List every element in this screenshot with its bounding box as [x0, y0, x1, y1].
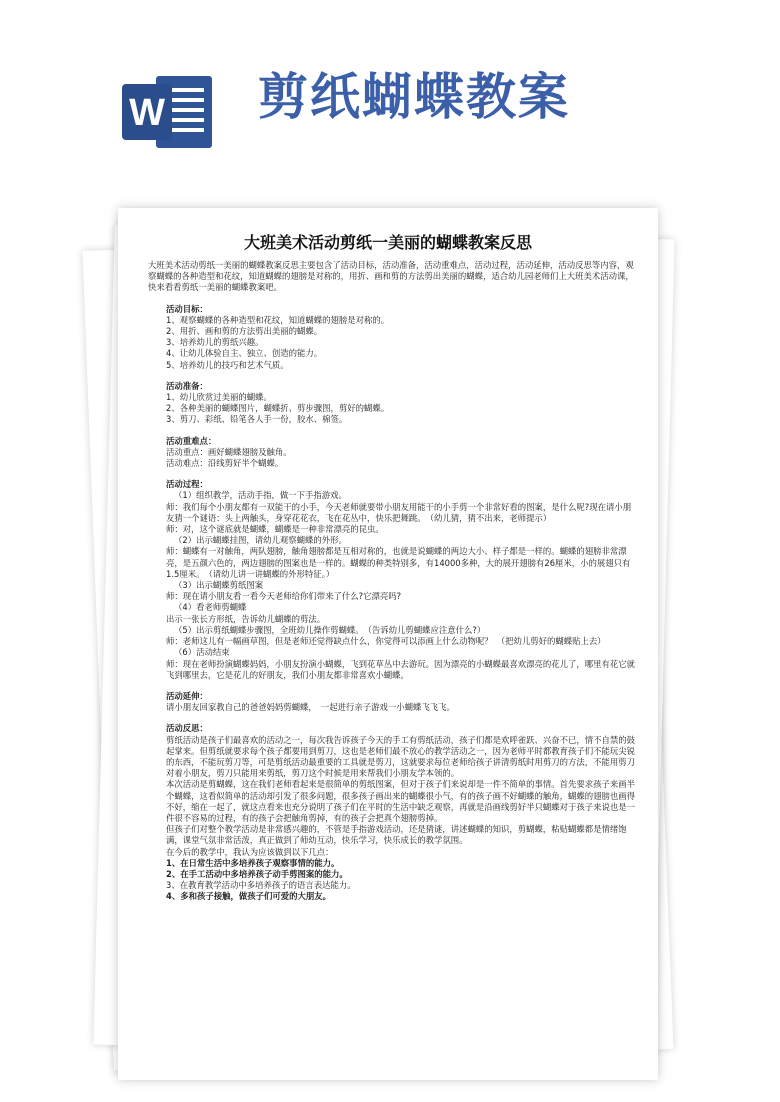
goal-item: 3、培养幼儿的剪纸兴趣。 — [166, 337, 264, 348]
intro-paragraph: 大班美术活动剪纸一美丽的蝴蝶教案反思主要包含了活动目标，活动准备，活动重难点，活动过程，活动延伸，活动反思等内容，观察蝴蝶的各种造型和花纹，知道蝴蝶的翅膀是对称的，用折、画和剪的方法剪出美丽的蝴蝶，适合幼儿园老师们上大班美术活动课，快来看看剪纸一美丽的蝴蝶教案吧。 — [148, 260, 634, 293]
reflection-heading: 活动反思： — [166, 723, 208, 734]
process-line: 师：现在老师扮演蝴蝶妈妈，小朋友扮演小蝴蝶，飞到花草丛中去游玩。因为漂亮的小蝴蝶最喜欢漂亮的花儿了，哪里有花它就飞到哪里去，它是花儿的好朋友，我们小朋友都非常喜欢小蝴蝶。 — [166, 658, 635, 680]
goals-heading: 活动目标： — [166, 303, 208, 314]
prep-item: 2、各种美丽的蝴蝶图片，蝴蝶折、剪步骤图，剪好的蝴蝶。 — [166, 403, 390, 414]
goal-item: 1、观察蝴蝶的各种造型和花纹，知道蝴蝶的翅膀是对称的。 — [166, 314, 390, 325]
process-line: （1）组织教学，活动手指，做一下手指游戏。 — [174, 490, 347, 501]
word-icon-letter: W — [129, 92, 165, 134]
reflection-paragraph: 但孩子们对整个教学活动是非常感兴趣的，不管是手指游戏活动，还是猜谜，讲述蝴蝶的知识，剪蝴蝶，粘贴蝴蝶都是情绪饱满，课堂气氛非常活泼，真正做到了师幼互动，快乐学习，快乐成长的教学氛围。 — [166, 824, 627, 846]
prep-heading: 活动准备： — [166, 380, 208, 391]
reflection-point: 1、在日常生活中多培养孩子观察事情的能力。 — [166, 857, 340, 868]
process-line: 师：蝴蝶有一对触角，两队翅膀，触角翅膀都是互相对称的，也就是说蝴蝶的两边大小、样子都是一样的。蝴蝶的翅膀非常漂亮，是五颜六色的，两边翅膀的图案也是一样的。蝴蝶的种类特别多，有14000多种，大的展开翅膀有26厘米，小的展翅只有1.5厘米。 （请幼儿讲一讲蝴蝶的外形特征。） — [166, 546, 631, 579]
banner — [0, 0, 780, 200]
process-line: 师：我们每个小朋友都有一双能干的小手，今天老师就要带小朋友用能干的小手剪一个非常好看的图案，是什么呢?现在请小朋友猜一个谜语：头上两触头，身穿花花衣，飞在花丛中，快乐把舞跳。 （幼儿猜，猜不出来，老师提示） — [166, 501, 632, 523]
prep-item: 3、剪刀、彩纸、铅笔各人手一份，胶水、棉签。 — [166, 414, 348, 425]
extension-text: 请小朋友回家教自己的爸爸妈妈剪蝴蝶， 一起进行亲子游戏一小蝴蝶飞飞飞。 — [166, 702, 455, 713]
process-line: （3）出示蝴蝶剪纸图案 — [174, 580, 264, 591]
reflection-point: 4、多和孩子接触，做孩子们可爱的大朋友。 — [166, 891, 331, 902]
goal-item: 2、用折、画和剪的方法剪出美丽的蝴蝶。 — [166, 326, 323, 337]
process-line: （6）活动结束 — [174, 647, 230, 658]
keypoints-heading: 活动重难点： — [166, 435, 217, 446]
process-line: 师：老师这儿有一幅画草图，但是老师还觉得缺点什么，你觉得可以添画上什么动物呢？ （把幼儿剪好的蝴蝶贴上去） — [166, 636, 606, 647]
process-line: （2）出示蝴蝶挂图，请幼儿观察蝴蝶的外形。 — [174, 535, 347, 546]
process-line: （5）出示剪纸蝴蝶步骤图，全班幼儿操作剪蝴蝶。 （告诉幼儿剪蝴蝶应注意什么?） — [174, 624, 486, 635]
process-line: 出示一张长方形纸，告诉幼儿蝴蝶的剪法。 — [166, 613, 326, 624]
process-heading: 活动过程： — [166, 479, 208, 490]
goal-item: 5、培养幼儿的技巧和艺术气质。 — [166, 359, 289, 370]
document-page — [118, 208, 658, 1080]
process-line: （4）看老师剪蝴蝶 — [174, 602, 247, 613]
process-line: 师：对，这个谜底就是蝴蝶，蝴蝶是一种非常漂亮的昆虫。 — [166, 524, 384, 535]
extension-heading: 活动延伸： — [166, 690, 208, 701]
reflection-point: 2、在手工活动中多培养孩子动手剪图案的能力。 — [166, 868, 348, 879]
reflection-paragraph: 剪纸活动是孩子们最喜欢的活动之一，每次我告诉孩子今天的手工有剪纸活动，孩子们都是欢呼雀跃、兴奋不已，情不自禁的鼓起掌来。但剪纸就要求每个孩子都要用到剪刀，这也是老师们最不放心的教学活动之一，因为老师平时都教育孩子们不能玩尖锐的东西，不能玩剪刀等，可是剪纸活动最重要的工具就是剪刀，这就要求每位老师给孩子讲清剪纸时用剪刀的方法，不能用剪刀对着小朋友，剪刀只能用来剪纸，剪刀这个时候是用来帮我们小朋友学本领的。 — [166, 734, 635, 779]
document-title: 大班美术活动剪纸一美丽的蝴蝶教案反思 — [243, 233, 532, 252]
reflection-paragraph: 在今后的教学中，我认为应该做到以下几点： — [166, 846, 334, 857]
goal-item: 4、让幼儿体验自主、独立、创造的能力。 — [166, 348, 323, 359]
reflection-point: 3、在教育教学活动中多培养孩子的语言表达能力。 — [166, 880, 356, 891]
word-icon — [120, 72, 215, 152]
banner-title: 剪纸蝴蝶教案 — [258, 68, 570, 126]
keypoint-item: 活动难点：沿线剪好半个蝴蝶。 — [166, 458, 284, 469]
prep-item: 1、幼儿欣赏过美丽的蝴蝶。 — [166, 392, 272, 403]
reflection-paragraph: 本次活动是剪蝴蝶，这在我们老师看起来是很简单的剪纸图案，但对于孩子们来说却是一件不简单的事情。首先要求孩子来画半个蝴蝶，这看似简单的活动却引发了很多问题，很多孩子画出来的蝴蝶很小气，有的孩子画不好蝴蝶的触角，蝴蝶的翅膀也画得不好，缩在一起了，就这点看来也充分说明了孩子们在平时的生活中缺乏观察，再就是沿画线剪好半只蝴蝶对于孩子来说也是一件很不容易的过程，有的孩子会把触角剪掉，有的孩子会把真个翅膀剪掉。 — [166, 779, 635, 823]
document-body — [148, 260, 638, 903]
keypoint-item: 活动重点：画好蝴蝶翅膀及触角。 — [166, 446, 292, 457]
process-line: 师：现在请小朋友看一看今天老师给你们带来了什么?它漂亮吗? — [166, 591, 402, 602]
